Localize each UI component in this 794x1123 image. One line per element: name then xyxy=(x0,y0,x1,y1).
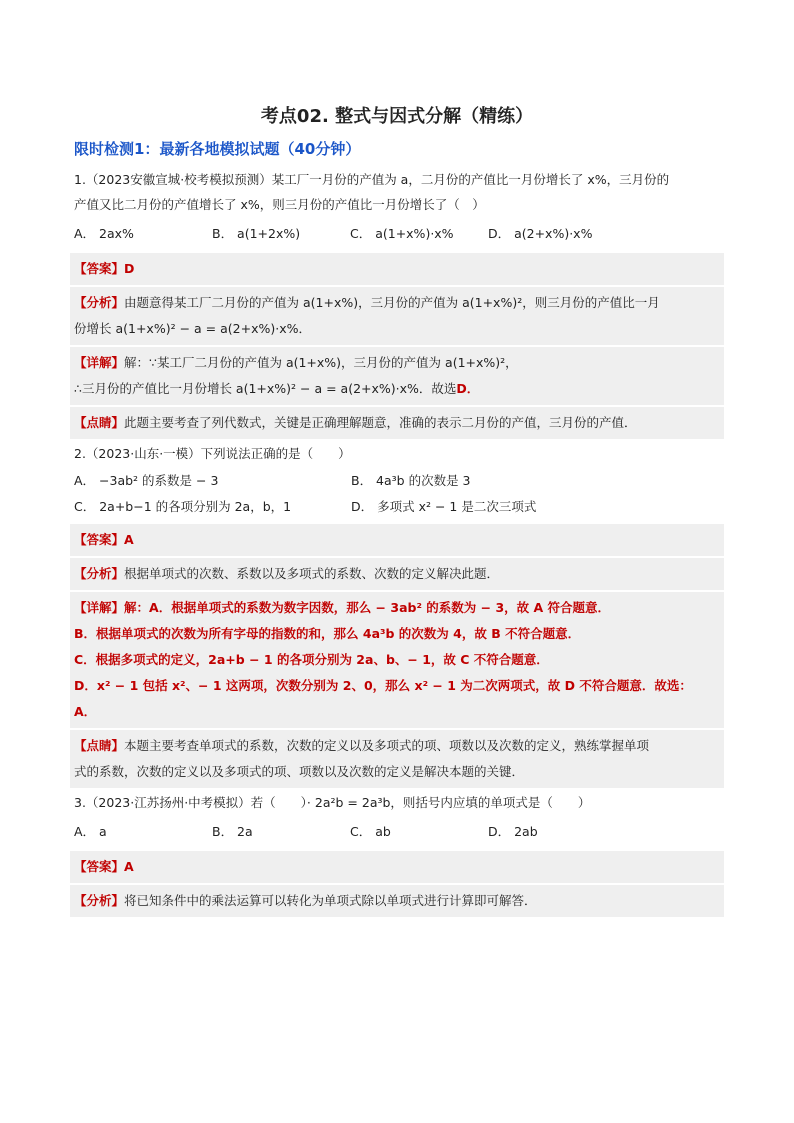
option-b: B． a(1+2x%) xyxy=(212,226,301,241)
option-c: C． a(1+x%)·x% xyxy=(350,226,454,241)
comment-box: 【点睛】此题主要考查了列代数式，关键是正确理解题意，准确的表示二月份的产值，三月份的产值． xyxy=(70,407,724,439)
detail-box: 【详解】解：∵某工厂二月份的产值为 a(1+x%)，三月份的产值为 a(1+x%)²， ∴三月份的产值比一月份增长 a(1+x%)² − a = a(2+x%)·x%．故选D． xyxy=(70,347,724,405)
question-1-text: 1.（2023安徽宣城·校考模拟预测）某工厂一月份的产值为 a，二月份的产值比一月份增长了 x%，三月份的 产值又比二月份的产值增长了 x%，则三月份的产值比一月份增长了（ ） xyxy=(74,172,670,212)
detail-box: 【详解】解：A．根据单项式的系数为数字因数，那么 − 3ab² 的系数为 − 3，故 A 符合题意． B．根据单项式的次数为所有字母的指数的和，那么 4a³b 的次数为 4，故 B 不符合题意． C．根据多项式的定义，2a+b − 1 的各项分别为 2a、b、− 1，故 C 不符合题意． D．x² − 1 包括 x²、− 1 这两项，次数分别为 2、0，那么 x² − 1 为二次两项式，故 D 不符合题意．故选： A． xyxy=(70,592,724,728)
question-1-options xyxy=(74,221,720,247)
option-d: D． 2ab xyxy=(488,824,538,839)
document-page xyxy=(70,96,724,919)
option-a: A． 2ax% xyxy=(74,226,134,241)
option-a: A． −3ab² 的系数是 − 3 xyxy=(74,473,219,488)
answer-box: 【答案】A xyxy=(70,524,724,556)
analysis-box: 【分析】根据单项式的次数、系数以及多项式的系数、次数的定义解决此题． xyxy=(70,558,724,590)
option-b: B． 4a³b 的次数是 3 xyxy=(351,473,471,488)
question-2-text: 2.（2023·山东·一模）下列说法正确的是（ ） xyxy=(74,446,351,461)
option-c: C． ab xyxy=(350,824,391,839)
option-d: D． a(2+x%)·x% xyxy=(488,226,593,241)
answer-box: 【答案】D xyxy=(70,253,724,285)
question-3-options xyxy=(74,819,720,845)
comment-box: 【点睛】本题主要考查单项式的系数，次数的定义以及多项式的项、项数以及次数的定义，熟练掌握单项 式的系数，次数的定义以及多项式的项、项数以及次数的定义是解决本题的关键． xyxy=(70,730,724,788)
option-c: C． 2a+b−1 的各项分别为 2a，b，1 xyxy=(74,499,292,514)
option-a: A． a xyxy=(74,824,107,839)
section-subtitle: 限时检测1：最新各地模拟试题（40分钟） xyxy=(74,140,361,158)
option-d: D． 多项式 x² − 1 是二次三项式 xyxy=(351,499,537,514)
option-b: B． 2a xyxy=(212,824,253,839)
answer-box: 【答案】A xyxy=(70,851,724,883)
question-3-text: 3.（2023·江苏扬州·中考模拟）若（ ）· 2a²b = 2a³b，则括号内应填的单项式是（ ） xyxy=(74,795,591,810)
analysis-box: 【分析】由题意得某工厂二月份的产值为 a(1+x%)，三月份的产值为 a(1+x%)²，则三月份的产值比一月 份增长 a(1+x%)² − a = a(2+x%)·x%． xyxy=(70,287,724,345)
page-title: 考点02. 整式与因式分解（精练） xyxy=(260,106,534,127)
analysis-box: 【分析】将已知条件中的乘法运算可以转化为单项式除以单项式进行计算即可解答． xyxy=(70,885,724,917)
question-2-options xyxy=(74,468,720,520)
